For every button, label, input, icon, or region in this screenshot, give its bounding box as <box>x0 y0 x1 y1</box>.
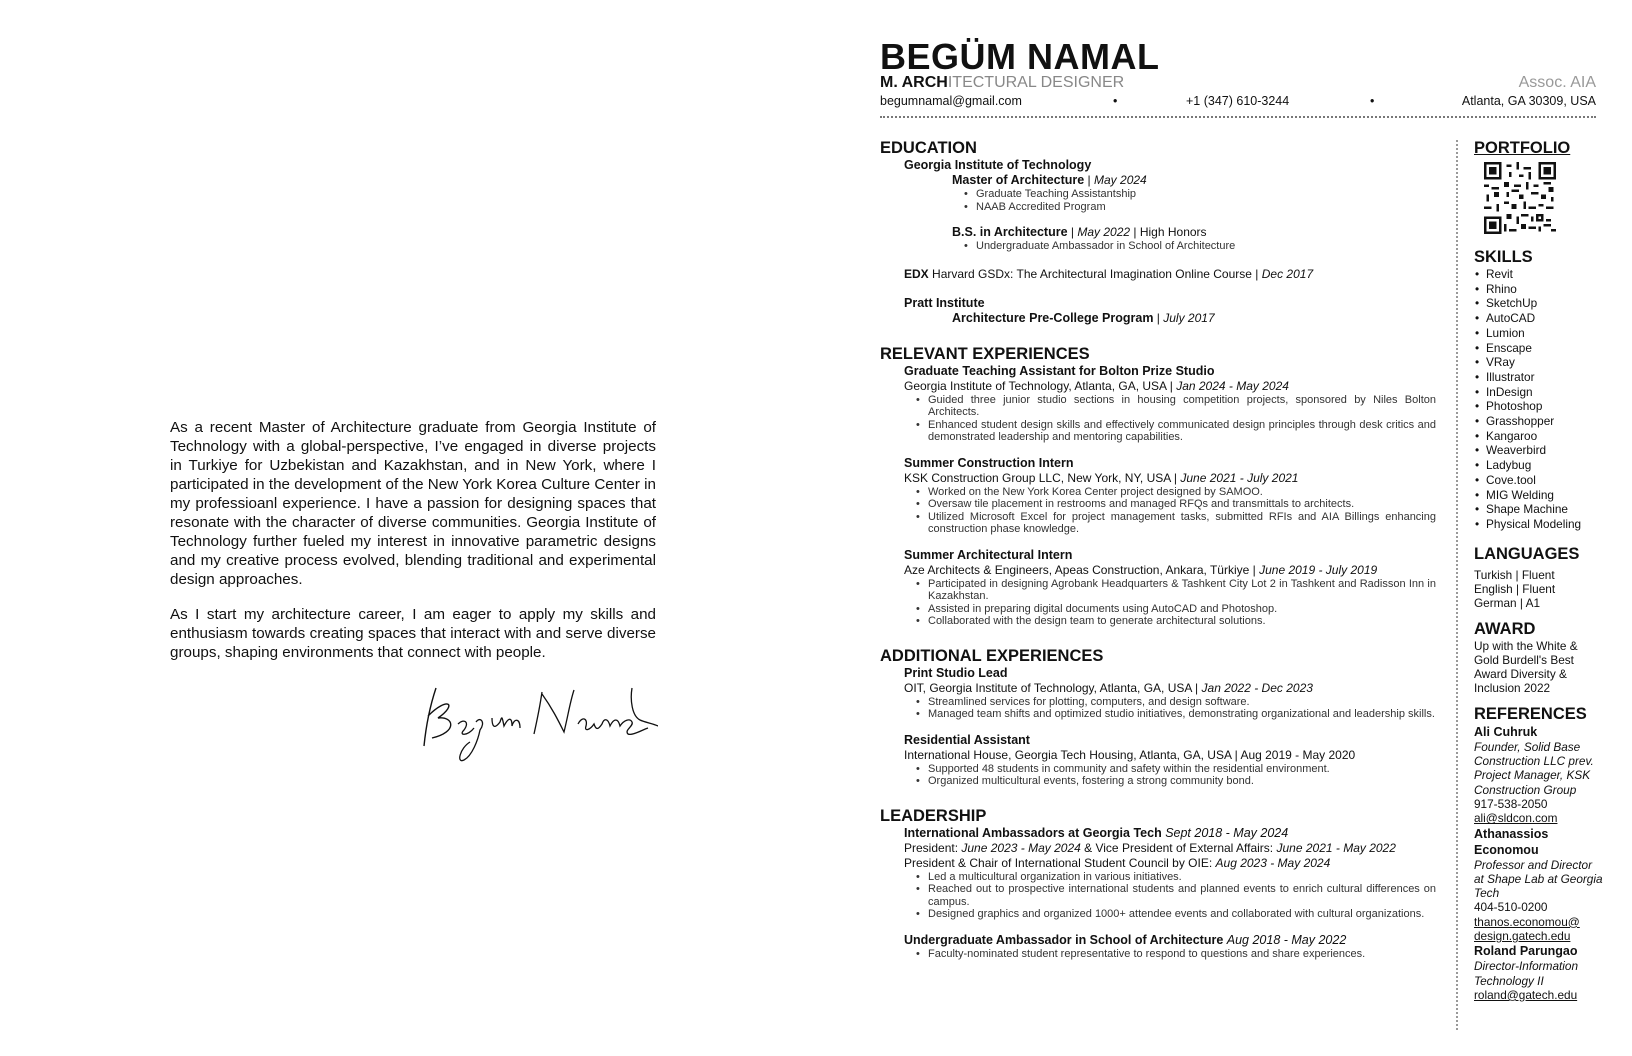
skill-item: • Cove.tool <box>1474 473 1604 488</box>
language-item: German | A1 <box>1474 596 1541 611</box>
list-item: • Worked on the New York Korea Center project designed by SAMOO. <box>916 486 1436 499</box>
leadership-date: Aug 2018 - May 2022 <box>1226 932 1347 947</box>
resume-name: BEGÜM NAMAL <box>880 36 1160 77</box>
role-date: Aug 2023 - May 2024 <box>1215 855 1331 870</box>
list-item: • Graduate Teaching Assistantship <box>964 188 1436 201</box>
leadership-date: Sept 2018 - May 2024 <box>1165 825 1289 840</box>
leadership-title <box>904 826 1436 841</box>
assoc-aia: Assoc. AIA <box>1518 74 1596 91</box>
skill-item: • Shape Machine <box>1474 502 1604 517</box>
job-org: Georgia Institute of Technology, Atlanta, GA, USA <box>904 378 1167 393</box>
list-item: • NAAB Accredited Program <box>964 201 1436 214</box>
reference-entry <box>1474 943 1604 1002</box>
degree-honors: High Honors <box>1139 225 1207 239</box>
job-bullets <box>916 578 1436 628</box>
skill-item: • Kangaroo <box>1474 429 1604 444</box>
skill-item: • Revit <box>1474 267 1604 282</box>
reference-role: Professor and Director at Shape Lab at Georgia Tech <box>1474 857 1603 901</box>
job-place: International House, Georgia Tech Housing, Atlanta, GA, USA | Aug 2019 - May 2020 <box>904 747 1356 762</box>
skill-item: • MIG Welding <box>1474 488 1604 503</box>
references-heading: REFERENCES <box>1474 704 1587 723</box>
skill-item: • Physical Modeling <box>1474 517 1604 532</box>
leadership-org: Undergraduate Ambassador in School of Architecture <box>904 932 1224 947</box>
edx-label: EDX <box>904 266 929 281</box>
skill-item: • AutoCAD <box>1474 311 1604 326</box>
role-date: June 2023 - May 2024 <box>961 840 1081 855</box>
job-org: International House, Georgia Tech Housing, Atlanta, GA, USA <box>904 747 1232 762</box>
edx-text: Harvard GSDx: The Architectural Imagination Online Course <box>932 266 1252 281</box>
portfolio-heading[interactable]: PORTFOLIO <box>1474 139 1571 157</box>
job-date: Aug 2019 - May 2020 <box>1240 747 1356 762</box>
march-bullets <box>964 188 1436 213</box>
job-title: Residential Assistant <box>904 732 1030 747</box>
job-org: OIT, Georgia Institute of Technology, Atlanta, GA, USA <box>904 680 1192 695</box>
job-bullets <box>916 696 1436 721</box>
reference-name: Ali Cuhruk <box>1474 724 1538 739</box>
role-label: President & Chair of International Student Council by OIE: <box>904 855 1213 870</box>
leadership-title <box>904 933 1436 948</box>
side-column <box>1474 138 1604 1002</box>
list-item: • Guided three junior studio sections in housing competition projects, sponsored by Niles Bolton Architects. <box>916 394 1436 419</box>
skill-item: • VRay <box>1474 355 1604 370</box>
leadership-org: International Ambassadors at Georgia Tech <box>904 825 1162 840</box>
job-place: Aze Architects & Engineers, Apeas Construction, Ankara, Türkiye | June 2019 - July 2019 <box>904 562 1378 577</box>
reference-entry <box>1474 826 1604 944</box>
skill-item: • Weaverbird <box>1474 443 1604 458</box>
leadership-role <box>904 841 1436 856</box>
cover-letter-paragraph-1: As a recent Master of Architecture graduate from Georgia Institute of Technology with a global-perspective, I’ve engaged in diverse projects in Turkiye for Uzbekistan and Kazakhstan, and in New York, where I participated in the development of the New York Korea Culture Center in my professioanl experience. I have a passion for designing spaces that resonate with the character of diverse communities. Georgia Institute of Technology further fueled my interest in innovative parametric designs and my creative process evolved, blending traditional and experimental design approaches. <box>170 419 656 588</box>
program-date: July 2017 <box>1163 310 1215 325</box>
cover-letter <box>170 418 656 678</box>
skill-item: • Lumion <box>1474 326 1604 341</box>
job-place: KSK Construction Group LLC, New York, NY, USA | June 2021 - July 2021 <box>904 470 1299 485</box>
signature <box>418 676 658 766</box>
skill-item: • Enscape <box>1474 341 1604 356</box>
leadership-bullets <box>916 948 1436 961</box>
job-date: June 2021 - July 2021 <box>1180 470 1299 485</box>
job-bullets <box>916 394 1436 444</box>
relevant-heading: RELEVANT EXPERIENCES <box>880 344 1090 363</box>
list-item: • Utilized Microsoft Excel for project management tasks, submitted RFIs and AIA Billings enhancing construction phase knowledge. <box>916 511 1436 536</box>
leadership-role <box>904 856 1436 871</box>
role-label: President: <box>904 840 959 855</box>
reference-phone: 404-510-0200 <box>1474 900 1548 915</box>
education-heading: EDUCATION <box>880 139 977 157</box>
bs-bullets <box>964 240 1436 253</box>
email[interactable]: begumnamal@gmail.com <box>880 94 1022 108</box>
role-date: June 2021 - May 2022 <box>1276 840 1396 855</box>
job-bullets <box>916 763 1436 788</box>
degree-date: May 2024 <box>1094 173 1147 187</box>
job-title: Summer Construction Intern <box>904 455 1074 470</box>
skills-heading: SKILLS <box>1474 248 1533 266</box>
reference-role: Director-Information Technology II <box>1474 959 1579 988</box>
reference-phone: 917-538-2050 <box>1474 796 1548 811</box>
separator-dot: • <box>1113 94 1118 108</box>
list-item: • Faculty-nominated student representative to respond to questions and share experiences. <box>916 948 1436 961</box>
job-title-bold: M. ARCH <box>880 74 948 91</box>
list-item: • Organized multicultural events, fostering a strong community bond. <box>916 775 1436 788</box>
reference-email-link[interactable]: roland@gatech.edu <box>1474 987 1578 1002</box>
skill-item: • Grasshopper <box>1474 414 1604 429</box>
job-title: Print Studio Lead <box>904 665 1008 680</box>
education-org-gatech: Georgia Institute of Technology <box>904 158 1092 172</box>
list-item: • Collaborated with the design team to generate architectural solutions. <box>916 615 1436 628</box>
cover-letter-paragraph-2: As I start my architecture career, I am eager to apply my skills and enthusiasm towards creating spaces that interact with and serve diverse groups, shaping environments that connect with people. <box>170 606 656 661</box>
edx-date: Dec 2017 <box>1261 266 1314 281</box>
job-title: Summer Architectural Intern <box>904 547 1073 562</box>
job-place: OIT, Georgia Institute of Technology, Atlanta, GA, USA | Jan 2022 - Dec 2023 <box>904 680 1313 695</box>
degree-title: B.S. in Architecture <box>952 225 1068 239</box>
pratt-program: Architecture Pre-College Program | July 2017 <box>952 310 1215 325</box>
column-divider <box>1456 140 1458 1030</box>
award-heading: AWARD <box>1474 619 1536 638</box>
leadership-heading: LEADERSHIP <box>880 806 987 825</box>
list-item: • Designed graphics and organized 1000+ attendee events and collaborated with cultural organizations. <box>916 908 1436 921</box>
program-title: Architecture Pre-College Program <box>952 310 1154 325</box>
skill-item: • SketchUp <box>1474 296 1604 311</box>
degree-title: Master of Architecture <box>952 173 1085 187</box>
location: Atlanta, GA 30309, USA <box>1461 94 1596 108</box>
main-column <box>880 138 1436 960</box>
phone: +1 (347) 610-3244 <box>1186 94 1290 108</box>
list-item: • Led a multicultural organization in various initiatives. <box>916 871 1436 884</box>
separator-dot: • <box>1370 94 1375 108</box>
leadership-bullets <box>916 871 1436 921</box>
additional-heading: ADDITIONAL EXPERIENCES <box>880 646 1104 665</box>
list-item: • Participated in designing Agrobank Headquarters & Tashkent City Lot 2 in Tashkent and Radisson Inn in Kazakhstan. <box>916 578 1436 603</box>
job-date: June 2019 - July 2019 <box>1259 562 1378 577</box>
job-date: Jan 2024 - May 2024 <box>1176 378 1289 393</box>
reference-entry <box>1474 724 1604 826</box>
job-org: KSK Construction Group LLC, New York, NY, USA <box>904 470 1171 485</box>
degree-march: Master of Architecture | May 2024 <box>952 173 1147 187</box>
list-item: • Oversaw tile placement in restrooms and managed RFQs and transmittals to architects. <box>916 498 1436 511</box>
reference-name: Roland Parungao <box>1474 944 1578 959</box>
languages-heading: LANGUAGES <box>1474 544 1580 563</box>
skill-item: • Rhino <box>1474 282 1604 297</box>
list-item: • Supported 48 students in community and safety within the residential environment. <box>916 763 1436 776</box>
job-bullets <box>916 486 1436 536</box>
degree-date: May 2022 <box>1077 225 1131 239</box>
skill-item: • Illustrator <box>1474 370 1604 385</box>
skill-item: • Ladybug <box>1474 458 1604 473</box>
job-title-rest: ITECTURAL DESIGNER <box>947 74 1125 91</box>
job-org: Aze Architects & Engineers, Apeas Construction, Ankara, Türkiye <box>904 562 1250 577</box>
list-item: • Reached out to prospective international students and planned events to enrich cultural differences on campus. <box>916 883 1436 908</box>
portfolio-qr-code[interactable] <box>1484 162 1556 234</box>
skill-item: • InDesign <box>1474 385 1604 400</box>
award-text: Up with the White & Gold Burdell's Best Award Diversity & Inclusion 2022 <box>1474 638 1578 696</box>
job-title: Graduate Teaching Assistant for Bolton Prize Studio <box>904 363 1215 378</box>
list-item: • Managed team shifts and optimized studio initiatives, demonstrating organizational and leadership skills. <box>916 708 1436 721</box>
reference-role: Founder, Solid Base Construction LLC prev. Project Manager, KSK Construction Group <box>1474 739 1594 797</box>
job-date: Jan 2022 - Dec 2023 <box>1201 680 1313 695</box>
role-label: & Vice President of External Affairs: <box>1084 840 1274 855</box>
job-place: Georgia Institute of Technology, Atlanta, GA, USA | Jan 2024 - May 2024 <box>904 378 1289 393</box>
education-org-pratt: Pratt Institute <box>904 295 985 310</box>
skill-item: • Photoshop <box>1474 399 1604 414</box>
degree-bs: B.S. in Architecture | May 2022 | High Honors <box>952 225 1207 239</box>
list-item: • Undergraduate Ambassador in School of Architecture <box>964 240 1436 253</box>
reference-name: Athanassios Economou <box>1474 826 1549 857</box>
list-item: • Assisted in preparing digital documents using AutoCAD and Photoshop. <box>916 603 1436 616</box>
job-title <box>880 74 1124 92</box>
language-item: English | Fluent <box>1474 581 1556 596</box>
skills-list <box>1474 267 1604 532</box>
list-item: • Enhanced student design skills and effectively communicated design principles through desk critics and demonstrated leadership and mentoring capabilities. <box>916 419 1436 444</box>
language-item: Turkish | Fluent <box>1474 567 1555 582</box>
reference-email-link[interactable]: thanos.economou@ design.gatech.edu <box>1474 914 1580 943</box>
header-divider <box>880 116 1596 118</box>
education-edx: EDX Harvard GSDx: The Architectural Imagination Online Course | Dec 2017 <box>904 266 1314 281</box>
reference-email-link[interactable]: ali@sldcon.com <box>1474 811 1558 826</box>
list-item: • Streamlined services for plotting, computers, and design software. <box>916 696 1436 709</box>
